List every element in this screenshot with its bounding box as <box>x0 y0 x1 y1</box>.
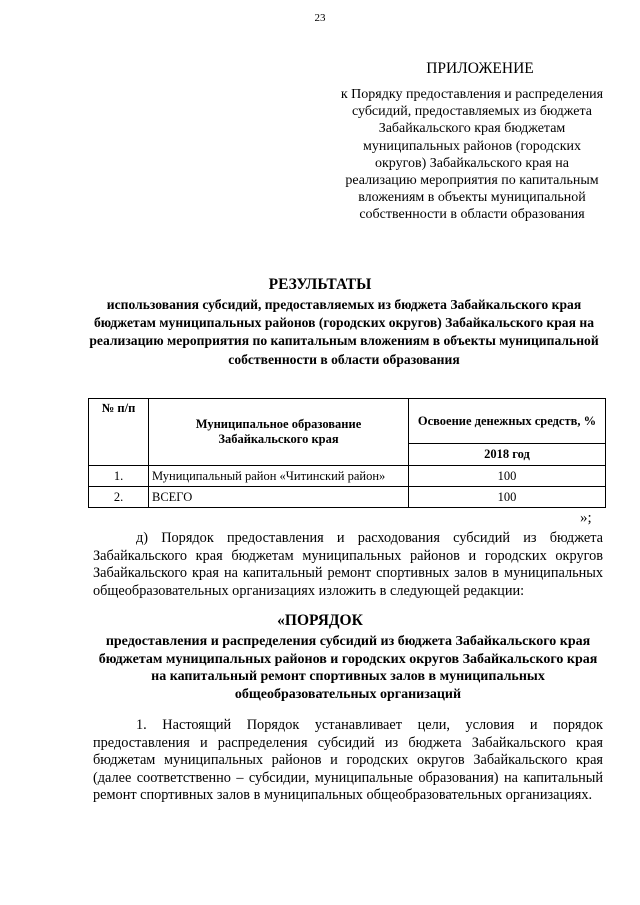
page-number: 23 <box>314 12 326 24</box>
row-num: 1. <box>89 466 149 487</box>
closing-quote: »; <box>580 510 592 526</box>
row-municipality: Муниципальный район «Читинский район» <box>149 466 409 487</box>
header-num: № п/п <box>89 399 149 466</box>
table-row <box>89 466 606 487</box>
row-municipality: ВСЕГО <box>149 487 409 508</box>
results-subtitle: использования субсидий, предоставляемых из бюджета Забайкальского края бюджетам муниципальных районов (городских округов) Забайкальского края на реализацию мероприятия по капитальным вложениям в объекты муниципальной собственности в области образования <box>89 297 599 367</box>
results-title: РЕЗУЛЬТАТЫ <box>268 276 372 293</box>
table-header-row <box>89 399 606 444</box>
table-row <box>89 487 606 508</box>
header-value: Освоение денежных средств, % <box>409 399 606 444</box>
appendix-text: к Порядку предоставления и распределения субсидий, предоставляемых из бюджета Забайкальского края бюджетам муниципальных районов (городских округов) Забайкальского края на реализацию мероприятия по капитальным вложениям в объекты муниципальной собственности в области образования <box>340 87 604 223</box>
header-year: 2018 год <box>409 444 606 466</box>
appendix-title: ПРИЛОЖЕНИЕ <box>426 60 534 77</box>
paragraph-1: 1. Настоящий Порядок устанавливает цели, условия и порядок предоставления и распределения субсидий из бюджета Забайкальского края бюджетам муниципальных районов и городских округов Забайкальского края (далее соответственно – субсидии, муниципальные образования) на капитальный ремонт спортивных залов в муниципальных общеобразовательных организациях. <box>93 717 603 804</box>
results-table <box>88 398 606 508</box>
paragraph-d: д) Порядок предоставления и расходования субсидий из бюджета Забайкальского края бюджетам муниципальных районов и городских округов Забайкальского края на капитальный ремонт спортивных залов в муниципальных общеобразовательных организациях изложить в следующей редакции: <box>93 530 603 599</box>
order-title: «ПОРЯДОК <box>277 612 363 629</box>
header-municipality: Муниципальное образование Забайкальского края <box>149 399 409 466</box>
row-num: 2. <box>89 487 149 508</box>
order-subtitle: предоставления и распределения субсидий из бюджета Забайкальского края бюджетам муниципальных районов и городских округов Забайкальского края на капитальный ремонт спортивных залов в муниципальных общеобразовательных организаций <box>98 634 598 702</box>
row-value: 100 <box>409 466 606 487</box>
row-value: 100 <box>409 487 606 508</box>
